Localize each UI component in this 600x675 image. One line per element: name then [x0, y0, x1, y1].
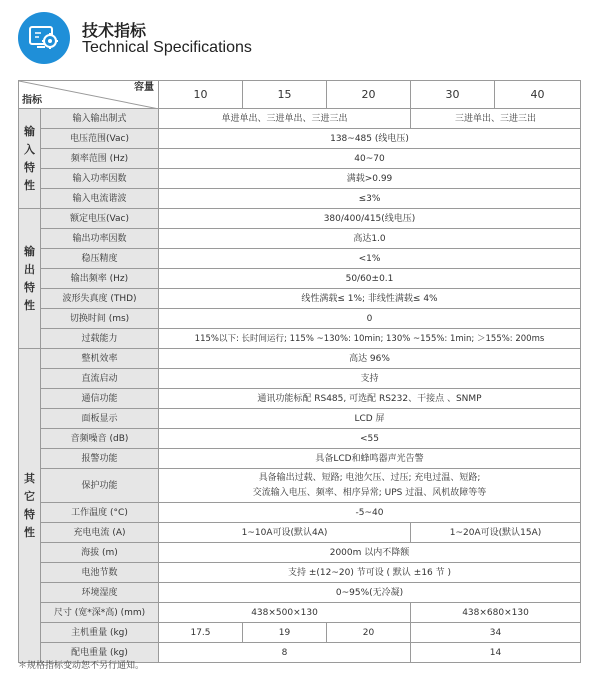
cell-value	[159, 469, 581, 503]
cell-value: ≤3%	[159, 189, 581, 209]
row-label: 输出功率因数	[41, 229, 159, 249]
cell-value: 380/400/415(线电压)	[159, 209, 581, 229]
table-row	[19, 249, 581, 269]
table-row	[19, 429, 581, 449]
cell-value: 1~20A可设(默认15A)	[411, 523, 581, 543]
row-label: 输入输出制式	[41, 109, 159, 129]
cell-value: 115%以下: 长时间运行; 115% ~130%: 10min; 130% ~155%: 1min; ＞155%: 200ms	[159, 329, 581, 349]
row-label: 波形失真度 (THD)	[41, 289, 159, 309]
cell-value: 高达1.0	[159, 229, 581, 249]
row-label: 音频噪音 (dB)	[41, 429, 159, 449]
capacity-15: 15	[243, 81, 327, 109]
cell-value: <1%	[159, 249, 581, 269]
row-label: 输入功率因数	[41, 169, 159, 189]
table-row	[19, 469, 581, 503]
row-label: 保护功能	[41, 469, 159, 503]
cell-value: 50/60±0.1	[159, 269, 581, 289]
cell-value: 线性满载≤ 1%; 非线性满载≤ 4%	[159, 289, 581, 309]
capacity-30: 30	[411, 81, 495, 109]
cell-value: LCD 屏	[159, 409, 581, 429]
group-output: 输出特性	[19, 209, 41, 349]
row-label: 过载能力	[41, 329, 159, 349]
cell-value: 0	[159, 309, 581, 329]
row-label: 通信功能	[41, 389, 159, 409]
corner-cell	[19, 81, 159, 109]
cell-value: 19	[243, 623, 327, 643]
capacity-40: 40	[495, 81, 581, 109]
table-row	[19, 229, 581, 249]
table-row	[19, 349, 581, 369]
table-row	[19, 389, 581, 409]
row-label: 稳压精度	[41, 249, 159, 269]
cell-value: <55	[159, 429, 581, 449]
cell-value: 满载>0.99	[159, 169, 581, 189]
row-label: 尺寸 (宽*深*高) (mm)	[41, 603, 159, 623]
row-label: 切换时间 (ms)	[41, 309, 159, 329]
cell-value: 单进单出、三进单出、三进三出	[159, 109, 411, 129]
row-label: 环境湿度	[41, 583, 159, 603]
row-label: 工作温度 (°C)	[41, 503, 159, 523]
table-row	[19, 329, 581, 349]
cell-value: 17.5	[159, 623, 243, 643]
group-other: 其它特性	[19, 349, 41, 663]
row-label: 报警功能	[41, 449, 159, 469]
cell-value: 138~485 (线电压)	[159, 129, 581, 149]
cell-value: 438×500×130	[159, 603, 411, 623]
corner-spec-label: 指标	[22, 95, 42, 106]
capacity-20: 20	[327, 81, 411, 109]
row-label: 主机重量 (kg)	[41, 623, 159, 643]
cell-value: 三进单出、三进三出	[411, 109, 581, 129]
cell-value: -5~40	[159, 503, 581, 523]
protection-line-2: 交流输入电压、频率、相序异常; UPS 过温、风机故障等等	[252, 488, 487, 498]
capacity-10: 10	[159, 81, 243, 109]
table-row	[19, 149, 581, 169]
table-row	[19, 369, 581, 389]
table-row	[19, 309, 581, 329]
table-row	[19, 583, 581, 603]
row-label: 面板显示	[41, 409, 159, 429]
page-header	[18, 12, 588, 64]
cell-value: 高达 96%	[159, 349, 581, 369]
table-row	[19, 209, 581, 229]
cell-value: 通讯功能标配 RS485, 可选配 RS232、干接点 、SNMP	[159, 389, 581, 409]
cell-value: 34	[411, 623, 581, 643]
footnote: ＊规格指标变动恕不另行通知。	[18, 661, 145, 671]
cell-value: 438×680×130	[411, 603, 581, 623]
cell-value: 20	[327, 623, 411, 643]
row-label: 输入电流谐波	[41, 189, 159, 209]
title-chinese: 技术指标	[82, 21, 147, 40]
table-row	[19, 449, 581, 469]
cell-value: 0~95%(无冷凝)	[159, 583, 581, 603]
row-label: 额定电压(Vac)	[41, 209, 159, 229]
spec-table	[18, 80, 581, 663]
title-english: Technical Specifications	[82, 39, 252, 56]
row-label: 海拔 (m)	[41, 543, 159, 563]
cell-value: 1~10A可设(默认4A)	[159, 523, 411, 543]
capacity-header-row	[19, 81, 581, 109]
table-row	[19, 169, 581, 189]
table-row	[19, 409, 581, 429]
table-row	[19, 523, 581, 543]
table-row	[19, 503, 581, 523]
cell-value: 14	[411, 643, 581, 663]
table-row	[19, 623, 581, 643]
table-row	[19, 563, 581, 583]
row-label: 配电重量 (kg)	[41, 643, 159, 663]
row-label: 整机效率	[41, 349, 159, 369]
row-label: 电压范围(Vac)	[41, 129, 159, 149]
table-row	[19, 543, 581, 563]
row-label: 直流启动	[41, 369, 159, 389]
cell-value: 支持 ±(12~20) 节可设 ( 默认 ±16 节 )	[159, 563, 581, 583]
table-row	[19, 289, 581, 309]
cell-value: 2000m 以内不降额	[159, 543, 581, 563]
cell-value: 具备LCD和蜂鸣器声光告警	[159, 449, 581, 469]
row-label: 输出频率 (Hz)	[41, 269, 159, 289]
cell-value: 40~70	[159, 149, 581, 169]
row-label: 充电电流 (A)	[41, 523, 159, 543]
table-row	[19, 269, 581, 289]
group-input: 输入特性	[19, 109, 41, 209]
protection-line-1: 具备输出过载、短路; 电池欠压、过压; 充电过温、短路;	[258, 473, 481, 483]
corner-capacity-label: 容量	[134, 82, 154, 93]
row-label: 电池节数	[41, 563, 159, 583]
cell-value: 8	[159, 643, 411, 663]
settings-screen-icon	[18, 12, 70, 64]
table-row	[19, 109, 581, 129]
row-label: 频率范围 (Hz)	[41, 149, 159, 169]
table-row	[19, 189, 581, 209]
table-row	[19, 129, 581, 149]
cell-value: 支持	[159, 369, 581, 389]
table-row	[19, 603, 581, 623]
